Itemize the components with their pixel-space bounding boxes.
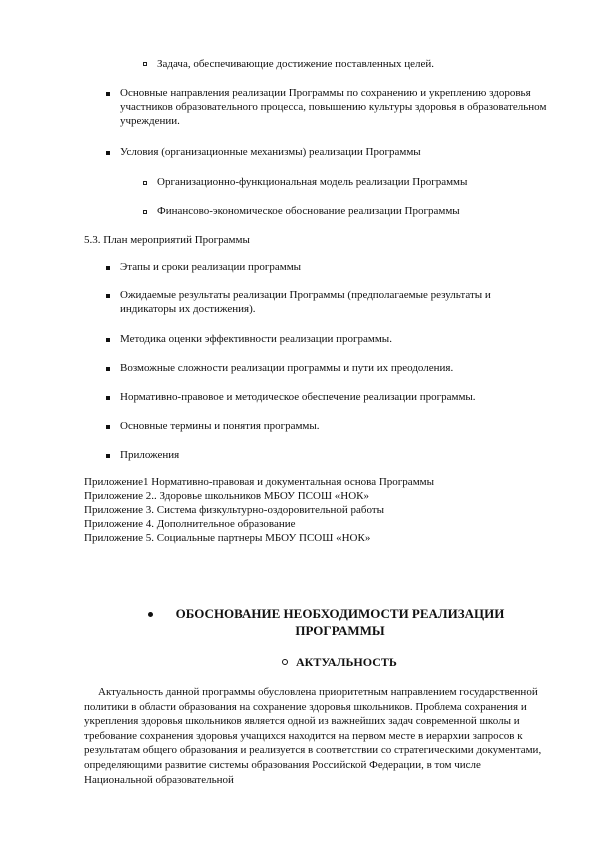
toc-section-5-3: 5.3. План мероприятий Программы [84, 234, 250, 246]
bullet-icon [106, 367, 110, 371]
square-bullet-icon [143, 62, 147, 66]
toc-item-difficulties: Возможные сложности реализации программы и пути их преодоления. [120, 362, 454, 374]
toc-item-results: Ожидаемые результаты реализации Программы (предполагаемые результаты и индикаторы их достижения). [120, 289, 491, 315]
bullet-icon [106, 425, 110, 429]
square-bullet-icon [143, 181, 147, 185]
toc-item-terms: Основные термины и понятия программы. [120, 420, 320, 432]
toc-item-conditions: Условия (организационные механизмы) реализации Программы [120, 146, 421, 158]
toc-item-appendices: Приложения [120, 449, 180, 461]
appendix-line: Приложение 5. Социальные партнеры МБОУ ПСОШ «НОК» [84, 532, 371, 544]
section-heading-line1: ОБОСНОВАНИЕ НЕОБХОДИМОСТИ РЕАЛИЗАЦИИ [175, 606, 505, 621]
toc-sub-item-model: Организационно-функциональная модель реализации Программы [157, 176, 468, 188]
circle-bullet-icon [282, 659, 288, 665]
toc-item-stages: Этапы и сроки реализации программы [120, 261, 302, 273]
bullet-icon [106, 396, 110, 400]
section-heading-line2: ПРОГРАММЫ [295, 623, 385, 638]
bullet-icon [106, 151, 110, 155]
toc-sub-item-finance: Финансово-экономическое обоснование реализации Программы [157, 205, 460, 217]
bullet-icon [106, 338, 110, 342]
appendix-line: Приложение 3. Система физкультурно-оздоровительной работы [84, 504, 385, 516]
appendix-line: Приложение1 Нормативно-правовая и документальная основа Программы [84, 476, 435, 488]
toc-item-method: Методика оценки эффективности реализации программы. [120, 333, 392, 345]
bullet-icon [106, 92, 110, 96]
toc-item-directions: Основные направления реализации Программы по сохранению и укреплению здоровья участников образовательного процесса, повышению культуры здоровья в образовательном учреждении. [120, 87, 547, 127]
appendix-line: Приложение 4. Дополнительное образование [84, 518, 296, 530]
bullet-icon [106, 294, 110, 298]
section-subheading: АКТУАЛЬНОСТЬ [296, 655, 397, 669]
toc-item-regulatory: Нормативно-правовое и методическое обеспечение реализации программы. [120, 391, 476, 403]
body-paragraph: Актуальность данной программы обусловлена приоритетным направлением государственной политики в области образования на сохранение здоровья школьников. Проблема сохранения и укрепления здоровья школьников является одной из важнейших задач современной школы и требование сохранения здоровья учащихся находится на первом месте в иерархии запросов к результатам общего образования и реализуется в соответствии со стратегическими документами, определяющими развитие системы образования Российской Федерации, в том числе Национальной образовательной [84, 686, 542, 786]
bullet-icon [106, 454, 110, 458]
appendix-line: Приложение 2.. Здоровье школьников МБОУ ПСОШ «НОК» [84, 490, 370, 502]
square-bullet-icon [143, 210, 147, 214]
toc-sub-item-tasks: Задача, обеспечивающие достижение поставленных целей. [157, 58, 435, 70]
bullet-icon [106, 266, 110, 270]
